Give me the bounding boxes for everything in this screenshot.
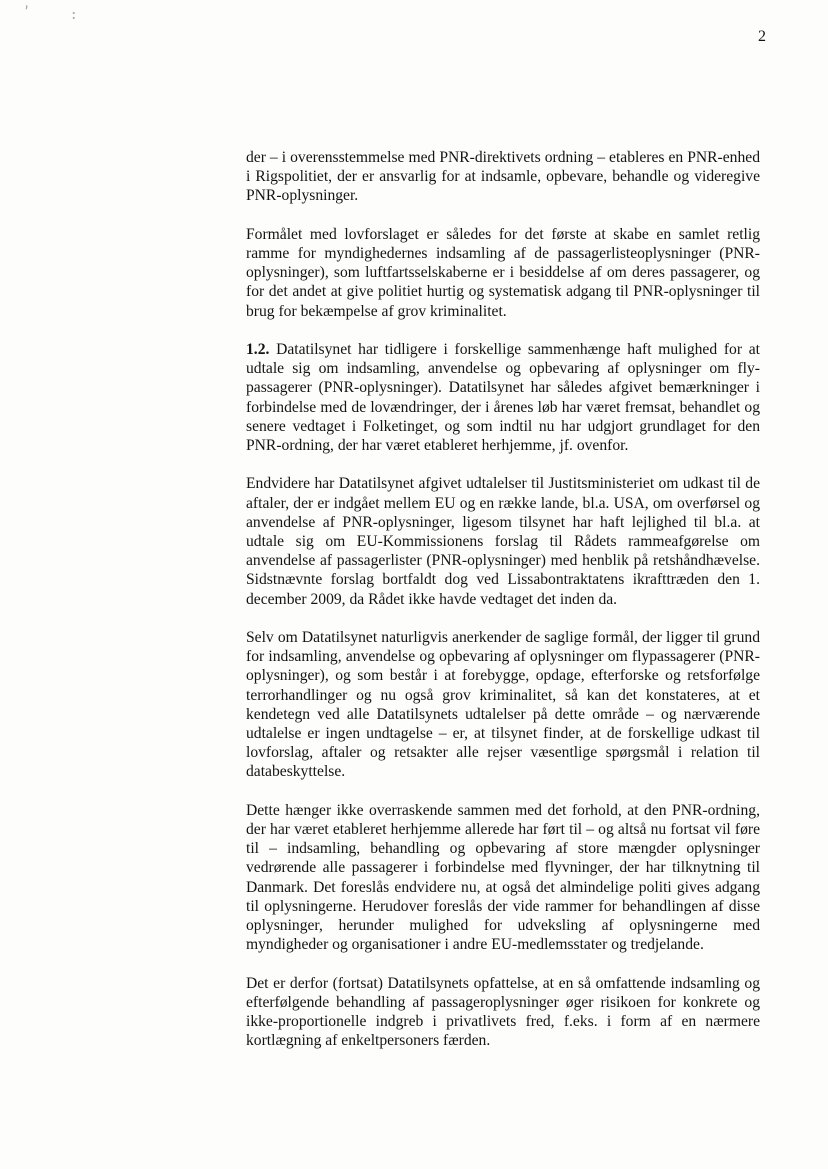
paragraph-text: Dette hænger ikke overraskende sammen med det forhold, at den PNR-ordning, der har været etableret herhjemme allerede har ført til – og altså nu fortsat vil føre til – indsamling, behandling og opbevaring af store mængder oplysninger vedrørende alle passagerer i forbindelse med flyvninger, der har tilknytning til Danmark. Det foreslås endvidere nu, at også det almindelige politi gives adgang til oplysningerne. Herudover foreslås der vide rammer for behandlingen af disse oplysninger, herunder mulighed for udveksling af oplysningerne med myndigheder og organisationer i andre EU-medlemsstater og tredjelande. bbox=[246, 801, 760, 954]
paragraph bbox=[246, 628, 760, 782]
paragraph-text: Formålet med lovforslaget er således for det første at skabe en samlet retlig ramme for myndighedernes indsamling af de passagerlisteoplysninger (PNR-oplysninger), som luftfartsselskaberne er i besiddelse af om deres passagerer, og for det andet at give politiet hurtig og systematisk adgang til PNR-oplysninger til brug for bekæmpelse af grov kriminalitet. bbox=[246, 225, 760, 320]
page-number: 2 bbox=[758, 28, 766, 45]
section-number: 1.2. bbox=[246, 341, 270, 358]
document-body bbox=[246, 148, 760, 1050]
paragraph bbox=[246, 974, 760, 1051]
paragraph-text: Endvidere har Datatilsynet afgivet udtalelser til Justitsministeriet om udkast til de aftaler, der er indgået mellem EU og en række lande, bl.a. USA, om overførsel og anvendelse af PNR-oplysninger, ligesom tilsynet har haft lejlighed til bl.a. at udtale sig om EU-Kommissionens forslag til Rådets rammeafgørelse om anvendelse af passagerlister (PNR-oplysninger) med henblik på retshåndhævelse. Sidstnævnte forslag bortfaldt dog ved Lissabontraktatens ikrafttræden den 1. december 2009, da Rådet ikke havde vedtaget det inden da. bbox=[246, 475, 760, 608]
paragraph bbox=[246, 148, 760, 206]
paragraph-text: Datatilsynet har tidligere i forskellige sammenhænge haft mulighed for at udtale sig om indsamling, anvendelse og opbevaring af oplysninger om fly-passagerer (PNR-oplysninger). Datatilsynet har således afgivet bemærkninger i forbindelse med de lovændringer, der i årenes løb har været fremsat, behandlet og senere vedtaget i Folketinget, og som indtil nu har udgjort grundlaget for den PNR-ordning, der har været etableret herhjemme, jf. ovenfor. bbox=[246, 341, 760, 455]
paragraph bbox=[246, 801, 760, 955]
paragraph bbox=[246, 474, 760, 608]
paragraph-text: der – i overensstemmelse med PNR-direktivets ordning – etableres en PNR-enhed i Rigspolitiet, der er ansvarlig for at indsamle, opbevare, behandle og videregive PNR-oplysninger. bbox=[246, 149, 760, 205]
paragraph-text: Selv om Datatilsynet naturligvis anerkender de saglige formål, der ligger til grund for indsamling, anvendelse og opbevaring af oplysninger om flypassagerer (PNR-oplysninger), og som består i at forebygge, opdage, efterforske og retsforfølge terrorhandlinger og nu også grov kriminalitet, så kan det konstateres, at et kendetegn ved alle Datatilsynets udtalelser på dette område – og nærværende udtalelse er ingen undtagelse – er, at tilsynet finder, at de forskellige udkast til lovforslag, aftaler og retsakter alle rejser væsentlige spørgsmål i relation til databeskyttelse. bbox=[246, 629, 760, 781]
paragraph bbox=[246, 225, 760, 321]
scan-artifact-mark: : bbox=[71, 4, 77, 23]
scan-artifact-mark: ’ bbox=[22, 1, 33, 22]
paragraph bbox=[246, 340, 760, 455]
paragraph-text: Det er derfor (fortsat) Datatilsynets opfattelse, at en så omfattende indsamling og efterfølgende behandling af passageroplysninger øger risikoen for konkrete og ikke-proportionelle indgreb i privatlivets fred, f.eks. i form af en nærmere kortlægning af enkeltpersoners færden. bbox=[246, 974, 760, 1050]
